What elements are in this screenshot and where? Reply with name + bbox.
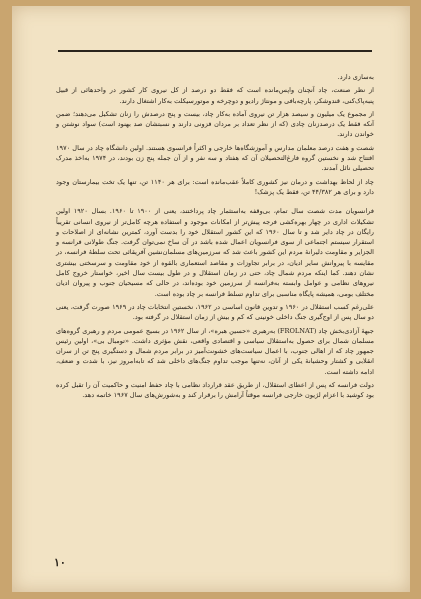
paragraph: جبههٔ آزادی‌بخش چاد (FROLNAT) به‌رهبری «حسین هبره»، از سال ۱۹۶۲ در بسیج عمومی مردم و رهبری گروه‌های مسلمان شمال برای حصول به‌استقلال سیاسی و اقتصادی واقعی، نقش مؤثری داشت. «تومبال بی»، اولین رئیس جمهور چاد که از اهالی جنوب، با اعمال سیاست‌های خشونت‌آمیز در برابر مردم شمال و دستگیری پنج تن از سران انقلابی و کشتار وحشیانهٔ یکی از آنان، نه‌تنها موجب تداوم جنگ‌های داخلی شد که تا‌به‌امروز نیز، با شدت و ضعف، ادامه داشته است. xyxy=(56,326,374,376)
paragraph: به‌سازی دارد. xyxy=(337,73,374,81)
paragraph: دولت فرانسه که پس از اعطای استقلال، از طریق عقد قرارداد نظامی با چاد حفظ امنیت و حاکمیت آن را تقبل کرده بود کوشید با اعزام لژیون خارجی فرانسه موقتاً آرامش را برقرار کند و به‌شورش‌های سال ۱۹۶۷ خاتمه دهد. xyxy=(56,381,374,400)
paragraph: از مجموع یک میلیون و سیصد هزار تن نیروی آماده به‌کار چاد، بیست و پنج درصدش را زنان تشکیل می‌دهند؛ ضمن آنکه فقط یک درصدزنان چادی (که از نظر تعداد بر مردان فزونی دارند و نسبتشان صد بهنود است) سواد نوشتن و خواندن دارند. xyxy=(56,109,374,139)
paragraph: چاد از لحاظ بهداشت و درمان نیز کشوری کاملاً عقب‌مانده است: برای هر ۱۱۴۰ تن، تنها یک تخت بیمارستان وجود دارد و برای هر ۴۴/۳۸۲ تن، فقط یک پزشک! xyxy=(56,177,374,196)
document-page xyxy=(12,6,410,592)
body-text xyxy=(56,72,374,404)
header-rule xyxy=(58,50,372,52)
page-number: ۱۰ xyxy=(54,556,66,569)
paragraph: علی‌رغم کسب استقلال در ۱۹۶۰ و تدوین قانون اساسی در ۱۹۶۲، نخستین انتخابات چاد در ۱۹۶۹ صورت گرفت، یعنی دو سال پس از اوج‌گیری جنگ داخلی خونینی که کم و بیش از زمان استقلال در گرفته بود. xyxy=(56,302,374,322)
paragraph: فرانسویان مدت شصت سال تمام، بی‌وقفه به‌استثمار چاد پرداختند، یعنی از ۱۹۰۰ تا ۱۹۶۰. بسال ۱۹۲۰ اولین تشکیلات اداری در چهار بهره‌کشی فرجه پیش‌تر از امکانات موجود و استفاده هرچه کامل‌تر از نیروی انسانی تقریباً رایگان در چاد دایر شد و تا سال ۱۹۶۰ که این کشور استقلال خود را بدست آورد، کمترین نشانه‌ای از اصلاحات و استقرار سیستم اجتماعی از سوی فرانسویان اعمال شده باشد در آن ساخ نمی‌توان گرفت. جنگ طولانی فرانسه و الجزایر و مقاومت دلیرانهٔ مردم این کشور باعث شد که سرزمین‌های مسلمان‌نشین آفریقائی تحت سلطهٔ فرانسه، در مقایسه با پیروانش سایر ادیان، در برابر تجاوزات و مقاصد استعماری بالقوه از خود مقاومت و سرسختی بیشتری نشان دهند. کما اینکه مردم شمال چاد، حتی در زمان استقلال و در طول بیست سال اخیر، خواستار خروج کامل نیروهای نظامی و عوامل وابسته به‌فرانسه از سرزمین خود بوده‌اند، در حالی که مسیحیان جنوب و پیروان ادیان مختلف بومی، همیشه پایگاه مناسبی برای تداوم تسلط فرانسه بر چاد بوده است. xyxy=(56,207,374,298)
paragraph: از نظر صنعت، چاد آنچنان واپس‌مانده است که فقط دو درصد از کل نیروی کار کشور در واحدهائی از قبیل پنبه‌پاک‌کنی، قندو‌شکر، پارچه‌بافی و مونتاژ رادیو و دوچرخه و موتورسیکلت به‌کار اشتغال دارند. xyxy=(56,86,374,105)
paragraph: شصت و هفت درصد معلمان مدارس و آموزشگاه‌ها خارجی و اکثراً فرانسوی هستند. اولین دانشگاه چاد در سال ۱۹۷۰ افتتاح شد و نخستین گروه فارغ‌التحصیلان آن که هفتاد و سه نفر و از آن جمله پنج زن بودند، در ۱۹۷۴ به‌اخذ مدرک تحصیلی نائل آمدند. xyxy=(56,143,374,173)
